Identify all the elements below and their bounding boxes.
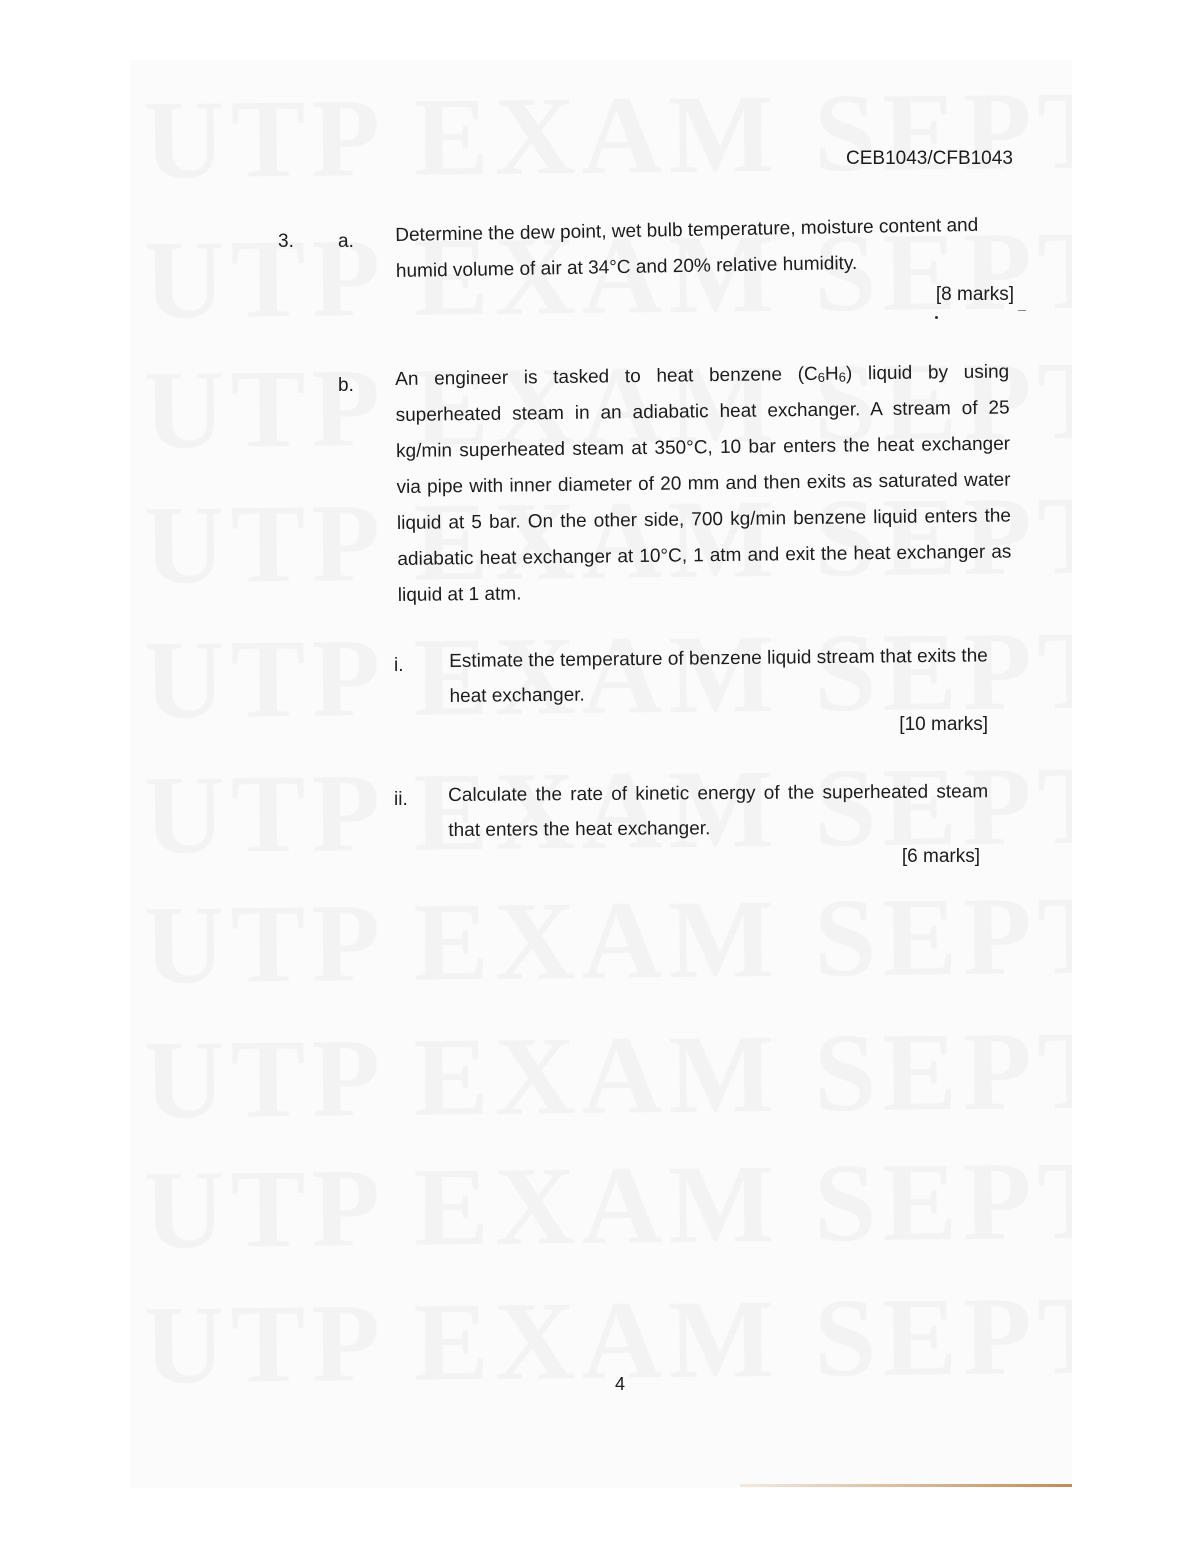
part-b-i-marks: [10 marks] bbox=[899, 714, 988, 735]
part-a-text: Determine the dew point, wet bulb temperature, moisture content and humid volume of air at 34°C and 20% relative humidity. bbox=[395, 214, 979, 282]
course-code: CEB1043/CFB1043 bbox=[846, 148, 1013, 169]
page-bottom-edge bbox=[740, 1484, 1072, 1487]
part-b-ii-marks: [6 marks] bbox=[901, 846, 980, 867]
part-b-text-start: An engineer is tasked to heat benzene ( bbox=[395, 364, 805, 390]
part-b-text bbox=[395, 354, 1012, 613]
stray-mark bbox=[1018, 310, 1026, 311]
stray-mark bbox=[935, 316, 938, 319]
part-b-label: b. bbox=[338, 375, 354, 396]
part-b-i-text: Estimate the temperature of benzene liquid stream that exits the heat exchanger. bbox=[449, 645, 988, 707]
part-b-i-label: i. bbox=[394, 655, 404, 676]
part-b-ii-label: ii. bbox=[394, 789, 408, 810]
page-number: 4 bbox=[614, 1374, 625, 1394]
part-a-marks: [8 marks] bbox=[935, 284, 1014, 305]
benzene-formula: $C_6H_6$ bbox=[803, 363, 847, 386]
part-b-text-end: ) liquid by using superheated steam in an adiabatic heat exchanger. A stream of 25 kg/min superheated steam at 350°C, 10 bar enters the heat exchanger via pipe with inner diameter of 20 mm and then exits as saturated water liquid at 5 bar. On the other side, 700 kg/min benzene liquid enters the adiabatic heat exchanger at 10°C, 1 atm and exit the heat exchanger as liquid at 1 atm. bbox=[395, 361, 1012, 606]
part-a-label: a. bbox=[338, 231, 354, 252]
question-number: 3. bbox=[278, 231, 294, 252]
part-b-ii-text: Calculate the rate of kinetic energy of the superheated steam that enters the heat exchanger. bbox=[448, 781, 989, 841]
